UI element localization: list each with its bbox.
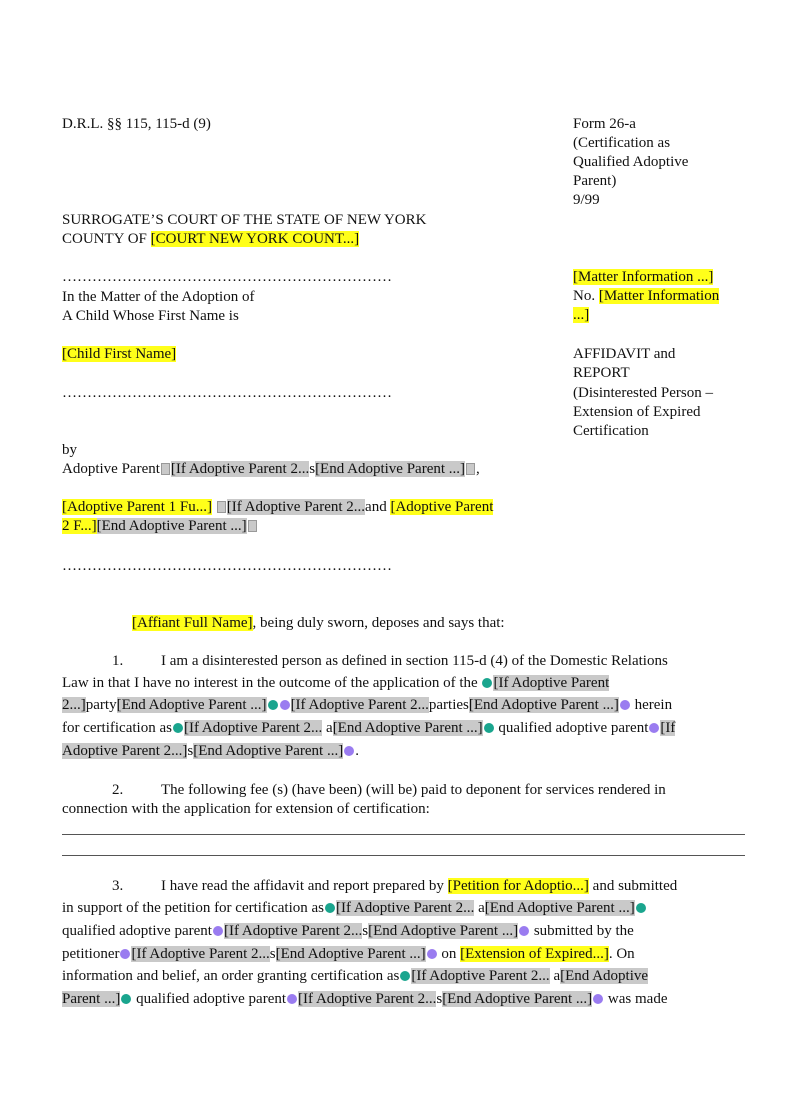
end-parent-field[interactable]: [End Adoptive Parent ...]: [442, 991, 593, 1007]
if-parent2-field[interactable]: [If Adoptive Parent 2...: [411, 968, 550, 984]
p3-text: information and belief, an order granting certification as: [62, 968, 400, 984]
if-parent2-field[interactable]: [If Adoptive Parent 2...: [170, 461, 310, 477]
extension-field[interactable]: [Extension of Expired...]: [460, 946, 609, 962]
county-line: [62, 230, 359, 249]
if-parent2-field[interactable]: [If Adoptive Parent 2...: [336, 900, 475, 916]
p3-text: in support of the petition for certification as: [62, 900, 325, 916]
teal-marker-icon: [636, 903, 646, 913]
purple-marker-icon: [120, 949, 130, 959]
matter-line-1: In the Matter of the Adoption of: [62, 289, 255, 305]
period: .: [355, 743, 359, 759]
p1-text: Law in that I have no interest in the outcome of the application of the: [62, 675, 482, 691]
checkbox-icon[interactable]: [217, 501, 226, 513]
p3-text: I have read the affidavit and report prepared by: [161, 878, 448, 894]
if-parent2-field-end[interactable]: Adoptive Parent 2...]: [62, 743, 188, 759]
parent1-field[interactable]: [Adoptive Parent 1 Fu...]: [62, 499, 212, 515]
if-parent2-field[interactable]: [If Adoptive Parent: [493, 675, 610, 691]
if-field-short[interactable]: [If: [660, 720, 676, 736]
qap-text: qualified adoptive parent: [132, 991, 287, 1007]
doc-title-5: Certification: [573, 423, 649, 439]
herein-word: herein: [630, 697, 673, 713]
caption-dots-3: …………………………………………………………: [62, 558, 392, 574]
party-word: party: [85, 697, 117, 713]
doc-title-4: Extension of Expired: [573, 404, 701, 420]
matter-info-line: [573, 268, 713, 287]
form-number: Form 26-a: [573, 116, 636, 132]
p3-line-2: [62, 899, 647, 918]
parties-word: parties: [428, 697, 469, 713]
p1-number: 1.: [112, 653, 124, 669]
p3-line-5: [62, 967, 648, 986]
statute-reference: D.R.L. §§ 115, 115-d (9): [62, 116, 211, 132]
court-name: SURROGATE’S COURT OF THE STATE OF NEW YORK: [62, 212, 427, 228]
checkbox-icon[interactable]: [466, 463, 475, 475]
and-word: and: [365, 499, 391, 515]
no-label: No.: [573, 288, 599, 304]
end-parent-field[interactable]: [End Adoptive Parent ...]: [332, 720, 483, 736]
adoptive-parent-label: Adoptive Parent: [62, 461, 160, 477]
form-desc-3: Parent): [573, 173, 617, 189]
p2-line-1: The following fee (s) (have been) (will be) paid to deponent for services rendered in: [161, 782, 666, 798]
p3-line-3: [62, 922, 634, 941]
child-name-line: [62, 345, 176, 364]
p3-line-6: [62, 990, 667, 1009]
teal-marker-icon: [400, 971, 410, 981]
affiant-line: [132, 614, 505, 633]
purple-marker-icon: [213, 926, 223, 936]
parent2-field-end[interactable]: 2 F...]: [62, 518, 97, 534]
by-label: by: [62, 442, 77, 458]
teal-marker-icon: [268, 700, 278, 710]
a-word: a: [549, 968, 561, 984]
index-number-line: [573, 287, 719, 306]
p1-line-3: [62, 696, 672, 715]
form-desc-1: (Certification as: [573, 135, 671, 151]
purple-marker-icon: [344, 746, 354, 756]
petitioner-word: petitioner: [62, 946, 120, 962]
p3-line-4: [62, 945, 635, 964]
end-parent-field[interactable]: [End Adoptive Parent ...]: [468, 697, 619, 713]
teal-marker-icon: [121, 994, 131, 1004]
p1-text: for certification as: [62, 720, 172, 736]
a-word: a: [474, 900, 485, 916]
p1-line-2: [62, 674, 609, 693]
p3-text: submitted by the: [530, 923, 634, 939]
comma: ,: [476, 461, 480, 477]
purple-marker-icon: [593, 994, 603, 1004]
plural-s: s: [269, 946, 276, 962]
end-parent-field[interactable]: [End Adoptive Parent ...]: [368, 923, 519, 939]
form-date: 9/99: [573, 192, 600, 208]
doc-title-3: (Disinterested Person –: [573, 385, 713, 401]
p3-text: . On: [608, 946, 635, 962]
p3-line-1: [161, 877, 677, 896]
p2-line-2: connection with the application for extension of certification:: [62, 801, 430, 817]
parent-names-line-2: [62, 517, 258, 536]
county-prefix: COUNTY OF: [62, 231, 151, 247]
if-parent2-field[interactable]: [If Adoptive Parent 2...: [298, 991, 437, 1007]
teal-marker-icon: [484, 723, 494, 733]
parent-names-line-1: [62, 498, 493, 517]
end-parent-field[interactable]: [End Adoptive Parent ...]: [193, 743, 344, 759]
if-parent2-field[interactable]: [If Adoptive Parent 2...: [223, 923, 363, 939]
qap-text: qualified adoptive parent: [494, 720, 649, 736]
p1-line-1: I am a disinterested person as defined in section 115-d (4) of the Domestic Relations: [161, 653, 668, 669]
parent2-field-start[interactable]: [Adoptive Parent: [390, 499, 494, 515]
p3-text: qualified adoptive parent: [62, 923, 212, 939]
end-parent-field[interactable]: [End Adoptive Parent ...]: [116, 697, 267, 713]
child-name-field[interactable]: [Child First Name]: [62, 346, 177, 362]
doc-title-2: REPORT: [573, 365, 630, 381]
fee-blank-line-1[interactable]: [62, 834, 745, 835]
checkbox-icon[interactable]: [161, 463, 170, 475]
end-parent-field[interactable]: [End Adoptive Parent ...]: [315, 461, 466, 477]
affiant-text: , being duly sworn, deposes and says that:: [252, 615, 505, 631]
p3-number: 3.: [112, 878, 124, 894]
plural-s: s: [309, 461, 316, 477]
plural-s: s: [362, 923, 369, 939]
doc-title-1: AFFIDAVIT and: [573, 346, 676, 362]
p3-text: and submitted: [588, 878, 678, 894]
affiant-name-field[interactable]: [Affiant Full Name]: [132, 615, 253, 631]
checkbox-icon[interactable]: [248, 520, 257, 532]
purple-marker-icon: [427, 949, 437, 959]
if-parent2-field[interactable]: [If Adoptive Parent 2...: [183, 720, 323, 736]
caption-dots-1: …………………………………………………………: [62, 269, 392, 285]
index-number-line-2: [573, 306, 589, 325]
adoptive-parent-line: [62, 460, 480, 479]
p2-number: 2.: [112, 782, 124, 798]
purple-marker-icon: [519, 926, 529, 936]
fee-blank-line-2[interactable]: [62, 855, 745, 856]
on-word: on: [437, 946, 461, 962]
matter-line-2: A Child Whose First Name is: [62, 308, 239, 324]
if-parent2-field[interactable]: [If Adoptive Parent 2...: [131, 946, 270, 962]
caption-dots-2: …………………………………………………………: [62, 385, 392, 401]
if-parent2-field-end[interactable]: 2...]: [62, 697, 86, 713]
purple-marker-icon: [287, 994, 297, 1004]
teal-marker-icon: [325, 903, 335, 913]
end-parent-field[interactable]: [End Adoptive Parent ...]: [96, 518, 247, 534]
purple-marker-icon: [649, 723, 659, 733]
matter-info-field-2-end[interactable]: ...]: [573, 307, 590, 323]
petition-field[interactable]: [Petition for Adoptio...]: [447, 878, 589, 894]
p3-text: was made: [604, 991, 668, 1007]
a-word: a: [322, 720, 333, 736]
end-parent-field[interactable]: [End Adoptive Parent ...]: [275, 946, 426, 962]
purple-marker-icon: [280, 700, 290, 710]
plural-s: s: [187, 743, 194, 759]
plural-s: s: [436, 991, 443, 1007]
p1-line-5: [62, 742, 359, 761]
p1-line-4: [62, 719, 675, 738]
end-parent-field[interactable]: [End Adoptive Parent ...]: [484, 900, 635, 916]
form-desc-2: Qualified Adoptive: [573, 154, 689, 170]
teal-marker-icon: [482, 678, 492, 688]
end-parent-field-end[interactable]: Parent ...]: [62, 991, 121, 1007]
if-parent2-field[interactable]: [If Adoptive Parent 2...: [290, 697, 429, 713]
matter-info-field-2[interactable]: [Matter Information: [598, 288, 720, 304]
if-parent2-field[interactable]: [If Adoptive Parent 2...: [226, 499, 366, 515]
teal-marker-icon: [173, 723, 183, 733]
matter-info-field-1[interactable]: [Matter Information ...]: [573, 269, 714, 285]
purple-marker-icon: [620, 700, 630, 710]
end-parent-field-start[interactable]: [End Adoptive: [560, 968, 649, 984]
county-field[interactable]: [COURT NEW YORK COUNT...]: [150, 231, 360, 247]
